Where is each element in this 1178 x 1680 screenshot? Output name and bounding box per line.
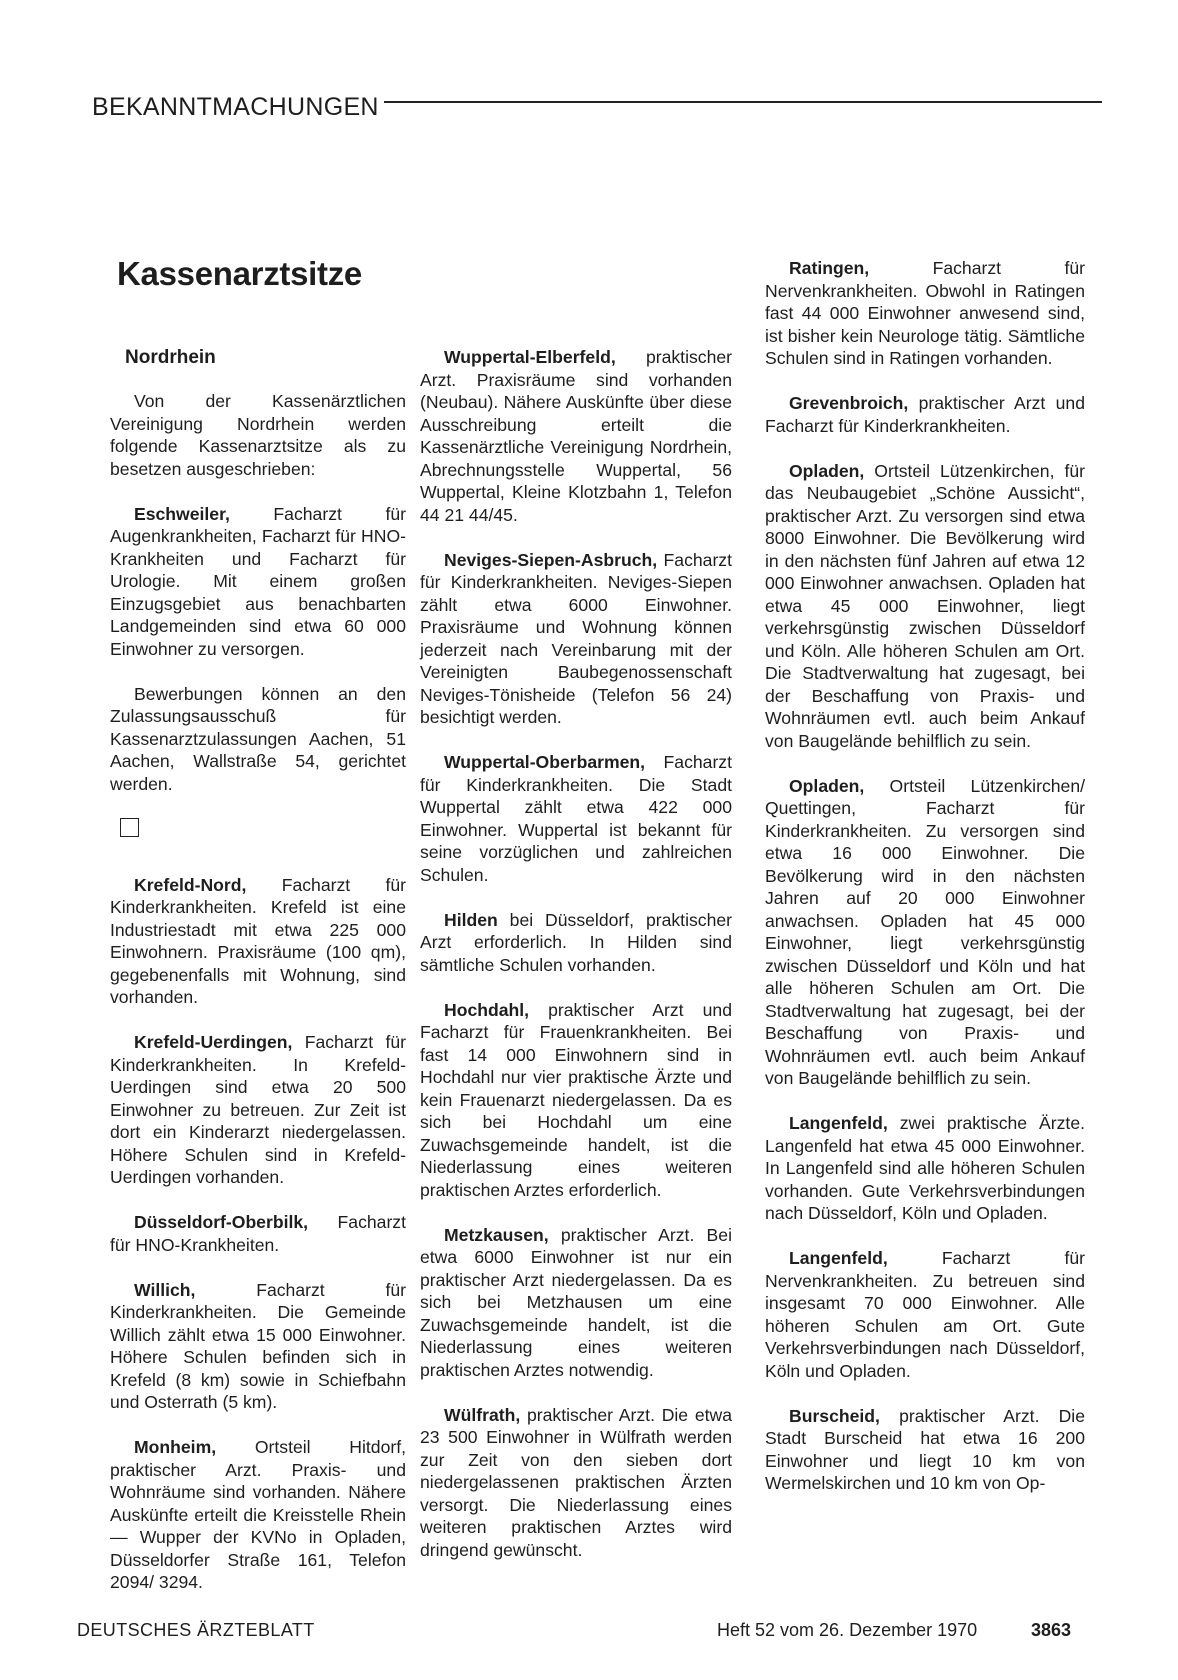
listing-paragraph (110, 874, 406, 1009)
listing-place: Wuppertal-Elberfeld, (444, 347, 616, 367)
listing-place: Langenfeld, (789, 1113, 888, 1133)
listing-paragraph (420, 1224, 732, 1382)
article-title: Kassenarztsitze (117, 255, 362, 292)
listing-paragraph (110, 1031, 406, 1189)
listing-text: bei Düsseldorf, praktischer Arzt erforderlich. In Hilden sind sämtliche Schulen vorhanden. (420, 909, 732, 975)
listing-paragraph (420, 909, 732, 977)
listing-paragraph (110, 1436, 406, 1594)
listing-text: Facharzt für Nervenkrankheiten. Zu betreuen sind insgesamt 70 000 Einwohner. Alle höheren Schulen am Ort. Gute Verkehrsverbindungen nach Düsseldorf, Köln und Opladen. (765, 1248, 1085, 1381)
listing-place: Eschweiler, (134, 503, 230, 524)
listing-paragraph (110, 1211, 406, 1256)
listing-text: Von der Kassenärztlichen Vereinigung Nordrhein werden folgende Kassenarztsitze als zu besetzen ausgeschrieben: (110, 391, 406, 479)
listing-text: Facharzt für Nervenkrankheiten. Obwohl in Ratingen fast 44 000 Einwohner anwesend sind, ist bisher kein Neurologe tätig. Sämtliche Schulen sind in Ratingen vorhanden. (765, 258, 1085, 368)
listing-place: Hochdahl, (444, 999, 530, 1020)
listing-paragraph (765, 775, 1085, 1090)
listing-paragraph (765, 1112, 1085, 1225)
listing-place: Neviges-Siepen-Asbruch, (444, 549, 658, 570)
footer-journal-name: DEUTSCHES ÄRZTEBLATT (77, 1620, 315, 1640)
listing-place: Krefeld-Nord, (134, 874, 247, 895)
listing-text: praktischer Arzt. Praxisräume sind vorhanden (Neubau). Nähere Auskünfte über diese Ausschreibung erteilt die Kassenärztliche Vereinigung Nordrhein, Abrechnungsstelle Wuppertal, 56 Wuppertal, Kleine Klotzbahn 1, Telefon 44 21 44/45. (420, 347, 732, 525)
listing-text: Ortsteil Hitdorf, praktischer Arzt. Praxis- und Wohnräume sind vorhanden. Nähere Auskünfte erteilt die Kreisstelle Rhein — Wupper der KVNo in Opladen, Düsseldorfer Straße 161, Telefon 2094/ 3294. (110, 1437, 406, 1592)
listing-paragraph (110, 1279, 406, 1414)
divider-box-icon (120, 818, 139, 837)
listing-text: Facharzt für Kinderkrankheiten. Die Gemeinde Willich zählt etwa 15 000 Einwohner. Höhere Schulen befinden sich in Krefeld (8 km) sowie in Schiefbahn und Osterrath (5 km). (110, 1279, 406, 1412)
listing-paragraph (110, 390, 406, 480)
listing-paragraph (420, 346, 732, 526)
listing-paragraph (420, 1404, 732, 1562)
listing-paragraph (420, 751, 732, 886)
listing-place: Hilden (444, 909, 498, 930)
text-column-1 (110, 390, 406, 1616)
listing-text: Facharzt für Augenkrankheiten, Facharzt für HNO-Krankheiten und Facharzt für Urologie. Mit einem großen Einzugsgebiet aus benachbarten Landgemeinden sind etwa 60 000 Einwohner zu versorgen. (110, 503, 406, 659)
listing-place: Langenfeld, (789, 1248, 888, 1268)
listing-text: praktischer Arzt. Die etwa 23 500 Einwohner in Wülfrath werden zur Zeit von den sieben dort niedergelassenen praktischen Ärzten versorgt. Die Niederlassung eines weiteren praktischen Arztes wird dringend gewünscht. (420, 1404, 732, 1560)
text-column-3 (765, 257, 1085, 1517)
listing-text: Ortsteil Lützenkirchen/ Quettingen, Facharzt für Kinderkrankheiten. Zu versorgen sind etwa 16 000 Einwohner. Die Bevölkerung wird in den nächsten Jahren auf 20 000 Einwohner anwachsen. Opladen hat 45 000 Einwohner, liegt verkehrsgünstig zwischen Düsseldorf und Köln und hat alle höheren Schulen am Ort. Die Stadtverwaltung hat zugesagt, bei der Beschaffung von Praxis- und Wohnräumen evtl. auch beim Ankauf von Baugelände behilflich zu sein. (765, 775, 1085, 1088)
footer-page-number: 3863 (1031, 1620, 1072, 1640)
listing-place: Burscheid, (789, 1405, 880, 1426)
listing-place: Metzkausen, (444, 1224, 549, 1245)
listing-text: Facharzt für Kinderkrankheiten. Neviges-Siepen zählt etwa 6000 Einwohner. Praxisräume und Wohnung können jederzeit nach Vereinbarung mit der Vereinigten Baubegenossenschaft Neviges-Tönisheide (Telefon 56 24) besichtigt werden. (420, 549, 732, 727)
listing-text: praktischer Arzt. Bei etwa 6000 Einwohner ist nur ein praktischer Arzt niedergelassen. Da es sich bei Metzhausen um eine Zuwachsgemeinde handelt, ist die Niederlassung eines weiteren praktischen Arztes notwendig. (420, 1224, 732, 1380)
listing-paragraph (420, 549, 732, 729)
header-rule (384, 101, 1102, 103)
listing-text: praktischer Arzt und Facharzt für Frauenkrankheiten. Bei fast 14 000 Einwohnern sind in Hochdahl nur vier praktische Ärzte und kein Frauenarzt niedergelassen. Da es sich bei Hochdahl um eine Zuwachsgemeinde handelt, ist die Niederlassung eines weiteren praktischen Arztes erforderlich. (420, 999, 732, 1200)
text-column-2 (420, 346, 732, 1584)
listing-paragraph (110, 683, 406, 796)
listing-paragraph (765, 257, 1085, 370)
listing-text: Bewerbungen können an den Zulassungsausschuß für Kassenarztzulassungen Aachen, 51 Aachen, Wallstraße 54, gerichtet werden. (110, 683, 406, 794)
listing-place: Opladen, (789, 775, 865, 796)
listing-place: Monheim, (134, 1437, 217, 1457)
listing-place: Wülfrath, (444, 1404, 521, 1425)
page-header (92, 93, 1102, 133)
region-heading: Nordrhein (125, 347, 216, 368)
listing-place: Willich, (134, 1279, 196, 1300)
listing-text: praktischer Arzt und Facharzt für Kinderkrankheiten. (765, 393, 1085, 436)
listing-paragraph (765, 460, 1085, 753)
listing-text: Facharzt für HNO-Krankheiten. (110, 1212, 406, 1255)
listing-text: Facharzt für Kinderkrankheiten. In Krefeld-Uerdingen sind etwa 20 500 Einwohner zu betreuen. Zur Zeit ist dort ein Kinderarzt niedergelassen. Höhere Schulen sind in Krefeld-Uerdingen vorhanden. (110, 1032, 406, 1187)
listing-place: Wuppertal-Oberbarmen, (444, 752, 646, 772)
listing-paragraph (765, 1405, 1085, 1495)
listing-place: Ratingen, (789, 258, 870, 278)
listing-paragraph (765, 392, 1085, 437)
listing-text: zwei praktische Ärzte. Langenfeld hat etwa 45 000 Einwohner. In Langenfeld sind alle höheren Schulen vorhanden. Gute Verkehrsverbindungen nach Düsseldorf, Köln und Opladen. (765, 1113, 1085, 1223)
listing-paragraph (420, 999, 732, 1202)
listing-text: Facharzt für Kinderkrankheiten. Krefeld ist eine Industriestadt mit etwa 225 000 Einwohnern. Praxisräume (100 qm), gegebenenfalls mit Wohnung, sind vorhanden. (110, 874, 406, 1007)
listing-place: Opladen, (789, 460, 865, 481)
listing-place: Düsseldorf-Oberbilk, (134, 1212, 309, 1232)
listing-paragraph (110, 503, 406, 661)
listing-text: Facharzt für Kinderkrankheiten. Die Stadt Wuppertal zählt etwa 422 000 Einwohner. Wuppertal ist bekannt für seine vorzüglichen und zahlreichen Schulen. (420, 752, 732, 885)
listing-place: Grevenbroich, (789, 393, 909, 413)
listing-text: praktischer Arzt. Die Stadt Burscheid hat etwa 16 200 Einwohner und liegt 10 km von Wermelskirchen und 10 km von Op- (765, 1405, 1085, 1493)
footer-issue-date: Heft 52 vom 26. Dezember 1970 (717, 1620, 978, 1640)
listing-place: Krefeld-Uerdingen, (134, 1032, 293, 1052)
listing-paragraph (765, 1247, 1085, 1382)
listing-text: Ortsteil Lützenkirchen, für das Neubaugebiet „Schöne Aussicht“, praktischer Arzt. Zu versorgen sind etwa 8000 Einwohner. Die Bevölkerung wird in den nächsten fünf Jahren auf etwa 12 000 Einwohner anwachsen. Opladen hat etwa 45 000 Einwohner, liegt verkehrsgünstig zwischen Düsseldorf und Köln. Alle höheren Schulen am Ort. Die Stadtverwaltung hat zugesagt, bei der Beschaffung von Praxis- und Wohnräumen evtl. auch beim Ankauf von Baugelände behilflich zu sein. (765, 460, 1085, 751)
section-label: BEKANNTMACHUNGEN (92, 93, 379, 121)
